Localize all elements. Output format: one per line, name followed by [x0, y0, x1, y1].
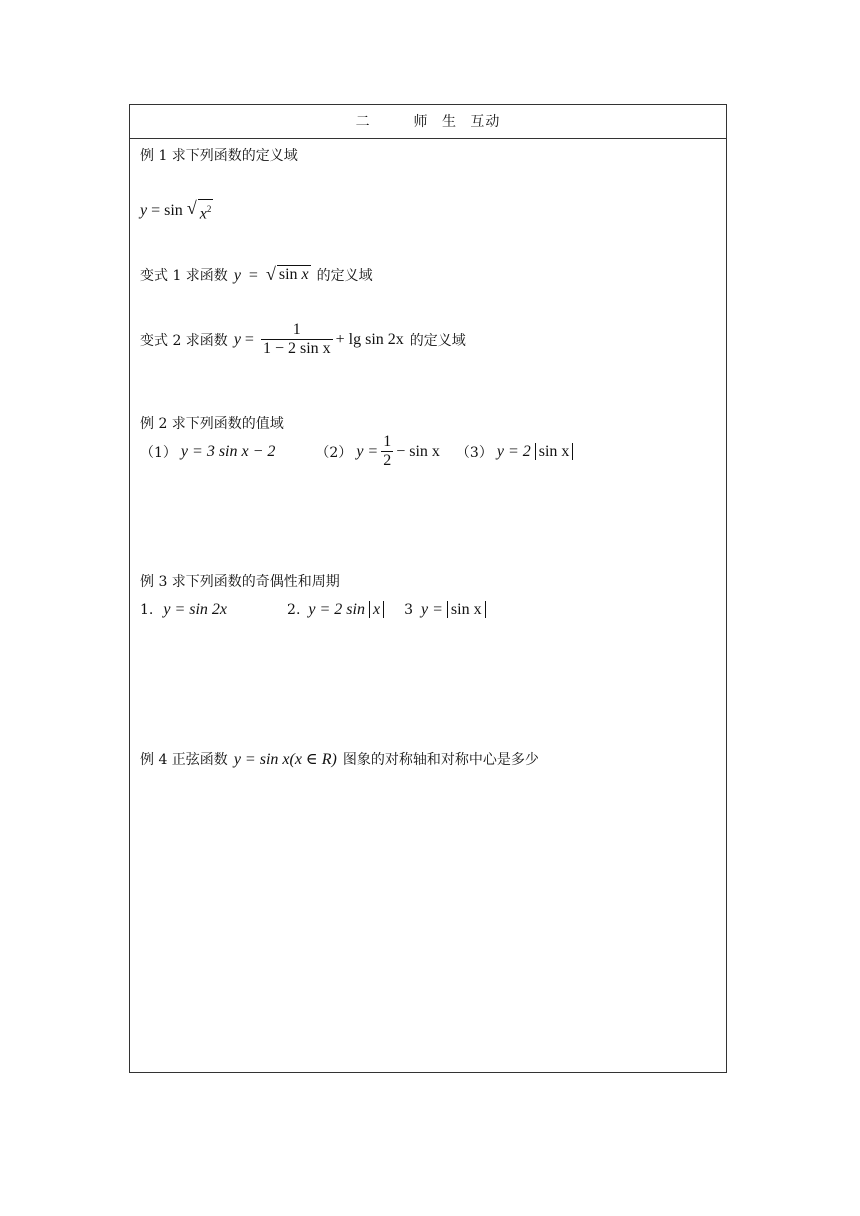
fraction: $\frac{1}{2}$	[383, 433, 392, 469]
sqrt-symbol: √ $x^2$	[186, 198, 212, 223]
sqrt-symbol: √ sin x	[265, 264, 309, 284]
variant-1: 变式 1 求函数 y = √ sin x 的定义域	[140, 264, 373, 284]
example-1-title: 例 1 求下列函数的定义域	[140, 148, 298, 164]
section-header	[130, 105, 726, 139]
absolute-value: x	[369, 601, 384, 618]
absolute-value: sin x	[447, 601, 486, 618]
header-part-2: 师	[413, 114, 429, 130]
header-part-4: 互动	[470, 114, 501, 130]
absolute-value: sin x	[535, 443, 574, 460]
header-part-3: 生	[441, 114, 457, 130]
example-4: 例 4 正弦函数 y = sin x(x ∈ R) 图象的对称轴和对称中心是多少	[140, 751, 539, 768]
example-3-title: 例 3 求下列函数的奇偶性和周期	[140, 574, 340, 590]
header-part-1: 二	[355, 114, 371, 130]
content-table	[129, 104, 727, 1073]
example-1-formula: y = sin √ $x^2$	[140, 198, 212, 223]
fraction: $\frac{1}{\text{1 − 2 sin x}}$	[262, 321, 331, 357]
variant-2: 变式 2 求函数 y = $\frac{1}{\text{1 − 2 sin x}}$ + lg sin 2x 的定义域	[140, 321, 466, 357]
example-2-title: 例 2 求下列函数的值域	[140, 416, 284, 432]
example-3-problems: 1. y = sin 2x 2. y = 2 sin x 3 y = sin x	[140, 601, 486, 619]
example-2-problems: （1） y = 3 sin x − 2 （2） y = $\frac{1}{2}$ − sin x （3） y = 2 sin x	[140, 433, 573, 470]
